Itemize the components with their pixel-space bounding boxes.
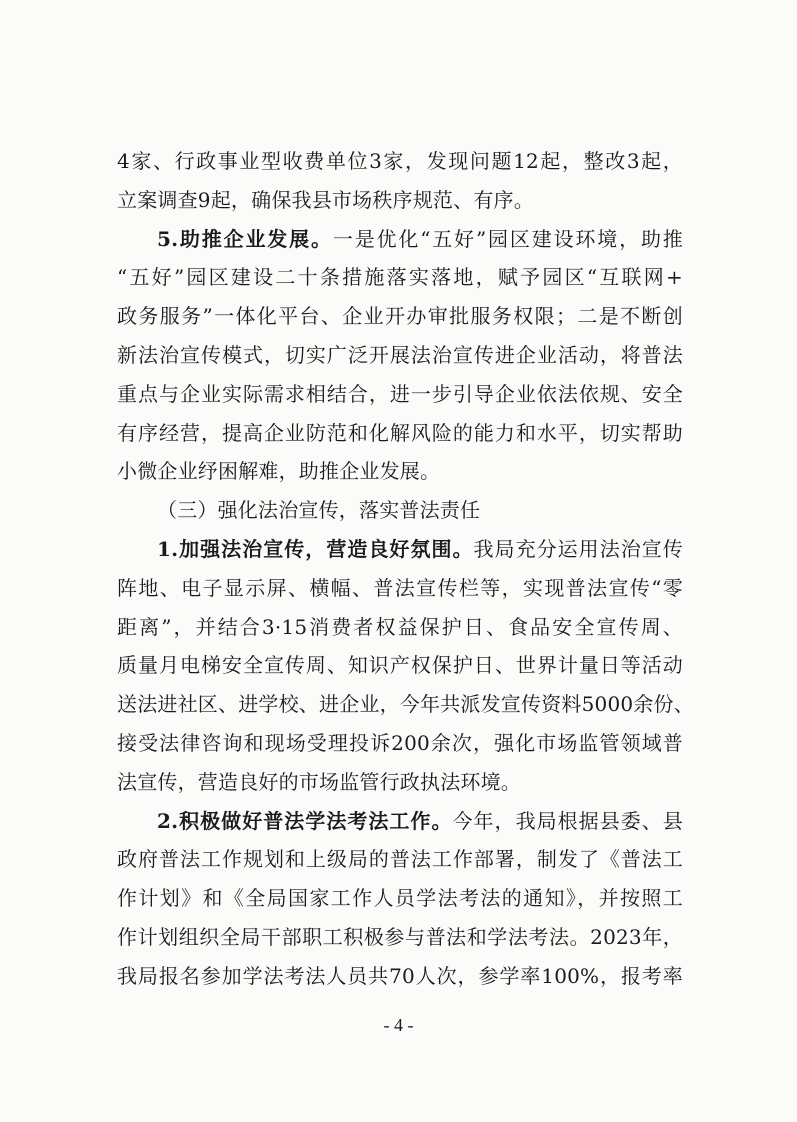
paragraph-heading-line: [117, 802, 683, 841]
text-line: [117, 181, 683, 220]
line-text: 今年，我局根据县委、县: [452, 808, 683, 833]
line-text: 接受法律咨询和现场受理投诉200余次，强化市场监管领域普: [117, 730, 683, 755]
line-text: 4家、行政事业型收费单位3家，发现问题12起，整改3起，: [117, 149, 683, 173]
line-text: 阵地、电子显示屏、横幅、普法宣传栏等，实现普法宣传“零: [117, 575, 683, 600]
line-text: 重点与企业实际需求相结合，进一步引导企业依法依规、安全: [117, 381, 683, 406]
line-text: 质量月电梯安全宣传周、知识产权保护日、世界计量日等活动: [117, 653, 683, 678]
body-text: [117, 142, 694, 996]
text-line: [117, 569, 683, 608]
line-text: 政务服务”一体化平台、企业开办审批服务权限；二是不断创: [117, 304, 683, 329]
text-line: [117, 297, 683, 336]
text-line: [117, 258, 683, 297]
text-line: [117, 414, 683, 453]
paragraph-heading-line: [117, 220, 683, 259]
text-line: [117, 879, 683, 918]
line-text: 立案调查9起，确保我县市场秩序规范、有序。: [117, 187, 534, 212]
line-text: 送法进社区、进学校、进企业，今年共派发宣传资料5000余份、: [117, 692, 694, 717]
text-line: [117, 452, 683, 491]
text-line: [117, 646, 683, 685]
text-line: [117, 957, 683, 996]
line-text: 我局充分运用法治宣传: [473, 536, 683, 561]
paragraph-lead-bold: 2.积极做好普法学法考法工作。: [157, 808, 453, 833]
line-text: 小微企业纾困解难，助推企业发展。: [117, 459, 441, 484]
line-text: 法宣传，营造良好的市场监管行政执法环境。: [117, 769, 521, 794]
line-text: 我局报名参加学法考法人员共70人次，参学率100%，报考率: [117, 963, 683, 988]
line-text: 新法治宣传模式，切实广泛开展法治宣传进企业活动，将普法: [117, 342, 683, 367]
line-text: 政府普法工作规划和上级局的普法工作部署，制发了《普法工: [117, 847, 683, 872]
text-line: [117, 608, 683, 647]
text-line: [117, 142, 683, 181]
paragraph-lead-bold: 5.助推企业发展。: [157, 226, 333, 251]
section-heading-text: （三）强化法治宣传，落实普法责任: [157, 498, 481, 523]
page-number: - 4 -: [383, 1015, 414, 1035]
text-line: [117, 685, 694, 724]
line-text: 作计划组织全局干部职工积极参与普法和学法考法。2023年，: [117, 924, 683, 949]
line-text: 一是优化“五好”园区建设环境，助推: [332, 226, 683, 251]
text-line: [117, 918, 683, 957]
text-line: [117, 724, 683, 763]
line-text: 距离”，并结合3·15消费者权益保护日、食品安全宣传周、: [117, 614, 683, 639]
line-text: 有序经营，提高企业防范和化解风险的能力和水平，切实帮助: [117, 420, 683, 445]
line-text: “五好”园区建设二十条措施落实落地，赋予园区“互联网+: [117, 265, 683, 290]
section-heading: [117, 491, 683, 530]
text-line: [117, 375, 683, 414]
text-line: [117, 763, 683, 802]
line-text: 作计划》和《全局国家工作人员学法考法的通知》，并按照工: [117, 886, 683, 911]
paragraph-heading-line: [117, 530, 683, 569]
paragraph-lead-bold: 1.加强法治宣传，营造良好氛围。: [157, 536, 474, 561]
text-line: [117, 336, 683, 375]
text-line: [117, 840, 683, 879]
